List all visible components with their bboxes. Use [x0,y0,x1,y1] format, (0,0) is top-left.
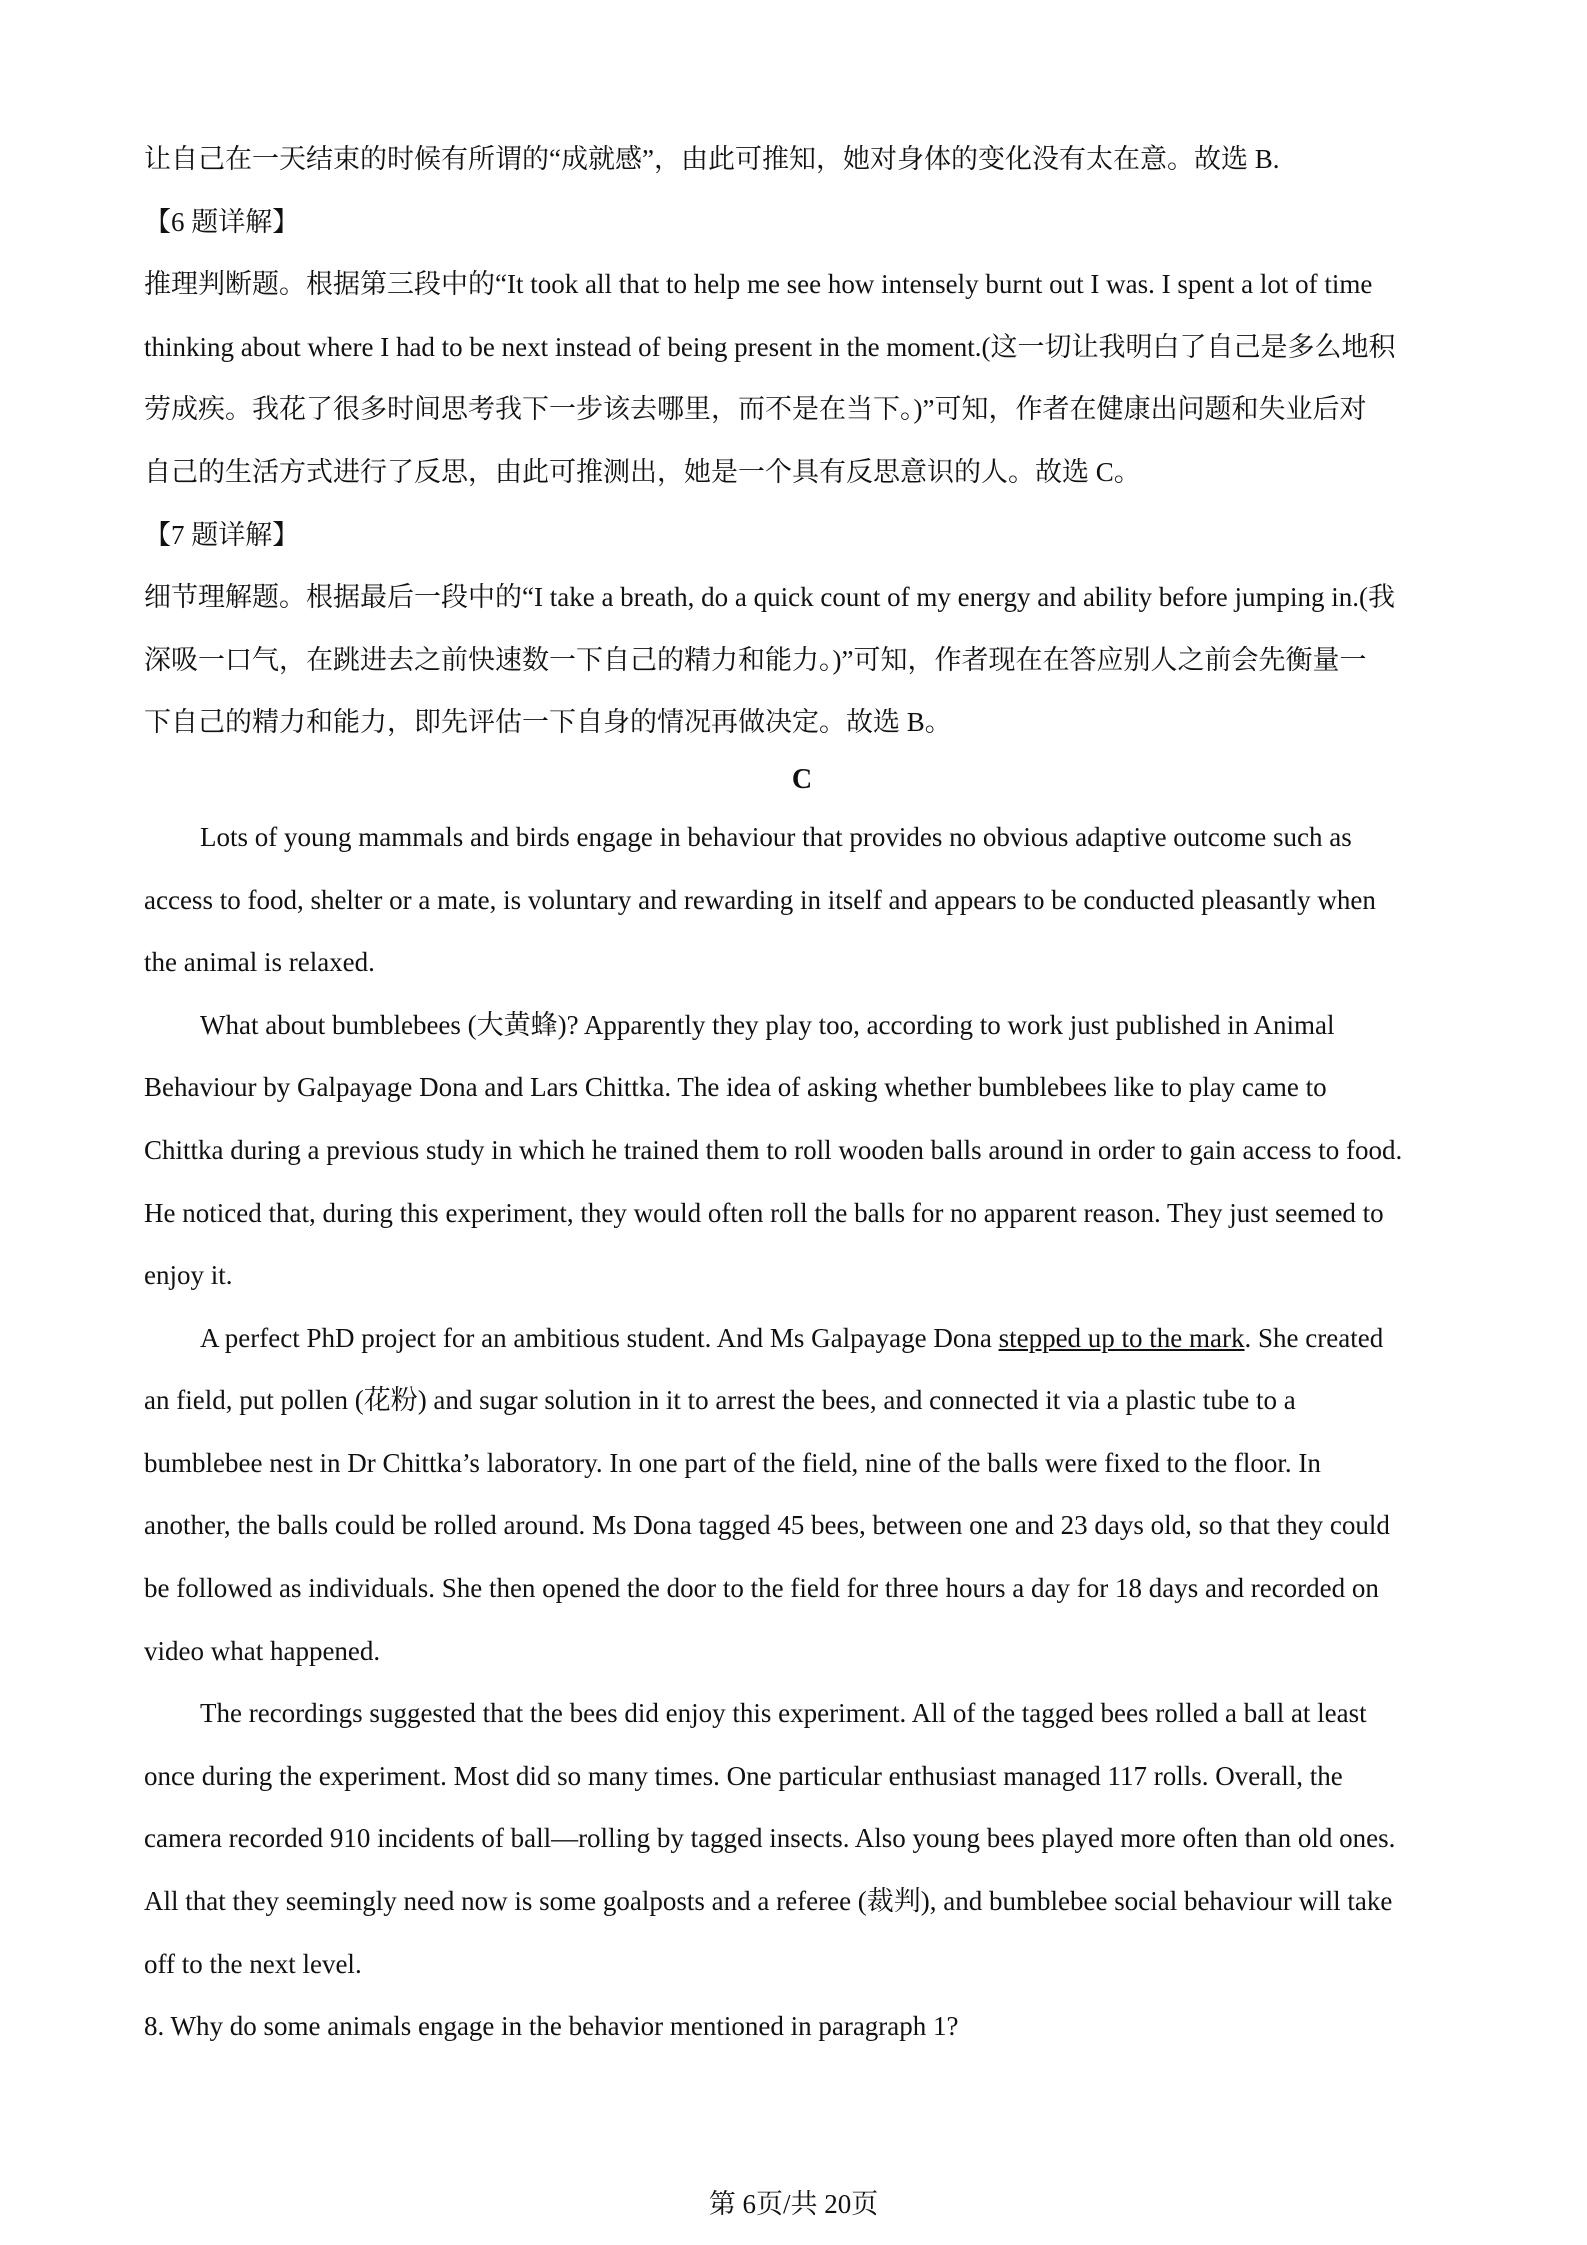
paragraph-4-line: once during the experiment. Most did so many times. One particular enthusiast managed 117 rolls. Overall, the [144,1760,1343,1791]
paragraph-2-line: What about bumblebees (大黄蜂)? Apparently they play too, according to work just published in Animal [200,1009,1335,1040]
q6-line: 推理判断题。根据第三段中的“It took all that to help me see how intensely burnt out I was. I spent a lot of time [144,269,1373,300]
q7-heading: 【7 题详解】 [144,519,300,550]
paragraph-3-line: be followed as individuals. She then opened the door to the field for three hours a day for 18 days and recorded on [144,1573,1379,1604]
paragraph-4-line: off to the next level. [144,1948,362,1979]
underlined-phrase: stepped up to the mark [998,1322,1245,1353]
q7-line: 深吸一口气，在跳进去之前快速数一下自己的精力和能力。)”可知，作者现在在答应别人之前会先衡量一 [144,644,1367,675]
q6-line: thinking about where I had to be next instead of being present in the moment.(这一切让我明白了自己是多么地积 [144,331,1396,362]
paragraph-1-line: the animal is relaxed. [144,947,375,978]
q6-heading: 【6 题详解】 [144,206,300,237]
paragraph-4-line: The recordings suggested that the bees did enjoy this experiment. All of the tagged bees rolled a ball at least [200,1698,1367,1729]
paragraph-3-text: . She created [1244,1322,1384,1353]
q6-line: 自己的生活方式进行了反思，由此可推测出，她是一个具有反思意识的人。故选 C。 [144,456,1141,487]
paragraph-2-line: enjoy it. [144,1260,233,1291]
paragraph-2-line: He noticed that, during this experiment, they would often roll the balls for no apparent reason. They just seemed to [144,1197,1384,1228]
prev-answer-line: 让自己在一天结束的时候有所谓的“成就感”，由此可推知，她对身体的变化没有太在意。故选 B. [144,144,1280,174]
paragraph-3-line: another, the balls could be rolled around. Ms Dona tagged 45 bees, between one and 23 days old, so that they could [144,1510,1390,1541]
document-page [144,128,1460,2058]
q7-line: 细节理解题。根据最后一段中的“I take a breath, do a quick count of my energy and ability before jumping in.(我 [144,582,1395,613]
paragraph-4-line: All that they seemingly need now is some goalposts and a referee (裁判), and bumblebee social behaviour will take [144,1886,1393,1917]
paragraph-3-line: video what happened. [144,1635,381,1666]
paragraph-3-line: an field, put pollen (花粉) and sugar solution in it to arrest the bees, and connected it via a plastic tube to a [144,1385,1296,1416]
paragraph-2-line: Chittka during a previous study in which he trained them to roll wooden balls around in order to gain access to food. [144,1134,1403,1165]
paragraph-1-line: Lots of young mammals and birds engage in behaviour that provides no obvious adaptive outcome such as [200,821,1352,852]
paragraph-3-text: A perfect PhD project for an ambitious student. And Ms Galpayage Dona [200,1322,999,1353]
q7-line: 下自己的精力和能力，即先评估一下自身的情况再做决定。故选 B。 [144,707,952,738]
question-8: 8. Why do some animals engage in the behavior mentioned in paragraph 1? [144,2011,959,2042]
passage-label: C [791,763,813,795]
paragraph-2-line: Behaviour by Galpayage Dona and Lars Chittka. The idea of asking whether bumblebees like to play came to [144,1072,1327,1103]
paragraph-1-line: access to food, shelter or a mate, is voluntary and rewarding in itself and appears to be conducted pleasantly when [144,884,1376,915]
page-footer: 第 6页/共 20页 [708,2189,879,2219]
q6-line: 劳成疾。我花了很多时间思考我下一步该去哪里，而不是在当下。)”可知，作者在健康出问题和失业后对 [144,394,1367,425]
paragraph-3-line: bumblebee nest in Dr Chittka’s laboratory. In one part of the field, nine of the balls were fixed to the floor. In [144,1447,1321,1478]
paragraph-4-line: camera recorded 910 incidents of ball—rolling by tagged insects. Also young bees played more often than old ones. [144,1823,1396,1854]
paragraph-3-first-line [144,1307,1460,1370]
